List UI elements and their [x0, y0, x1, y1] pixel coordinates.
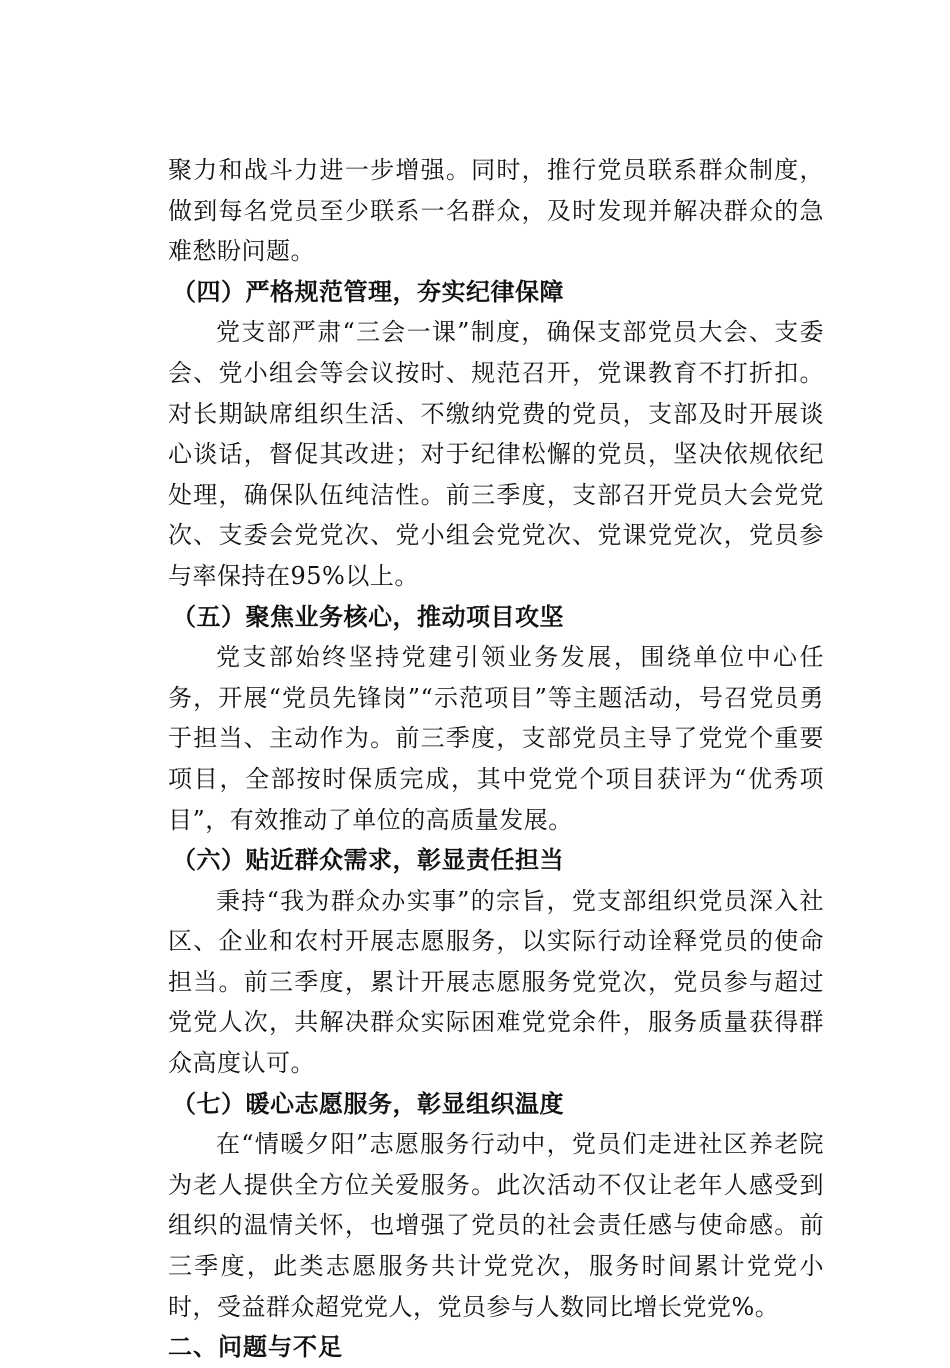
subheading-7-text: （七）暖心志愿服务，彰显组织温度 [172, 1088, 564, 1118]
subheading-6 [168, 840, 824, 881]
subheading-7 [168, 1084, 824, 1125]
subheading-4 [168, 272, 824, 313]
paragraph-continued: 聚力和战斗力进一步增强。同时，推行党员联系群众制度，做到每名党员至少联系一名群众，及时发现并解决群众的急难愁盼问题。 [168, 156, 824, 266]
paragraph-discipline: 党支部严肃“三会一课”制度，确保支部党员大会、支委会、党小组会等会议按时、规范召开，党课教育不打折扣。对长期缺席组织生活、不缴纳党费的党员，支部及时开展谈心谈话，督促其改进；对于纪律松懈的党员，坚决依规依纪处理，确保队伍纯洁性。前三季度，支部召开党员大会党党次、支委会党党次、党小组会党党次、党课党党次，党员参与率保持在95%以上。 [168, 318, 824, 590]
paragraph-volunteer: 秉持“我为群众办实事”的宗旨，党支部组织党员深入社区、企业和农村开展志愿服务，以实际行动诠释党员的使命担当。前三季度，累计开展志愿服务党党次，党员参与超过党党人次，共解决群众实际困难党党余件，服务质量获得群众高度认可。 [168, 886, 824, 1078]
document-body [168, 150, 824, 1368]
subheading-5-text: （五）聚焦业务核心，推动项目攻坚 [172, 601, 564, 631]
subheading-6-text: （六）贴近群众需求，彰显责任担当 [172, 845, 564, 875]
subheading-4-text: （四）严格规范管理，夯实纪律保障 [172, 276, 564, 306]
subheading-5 [168, 597, 824, 638]
section-title-problems: 二、问题与不足 [168, 1333, 343, 1362]
paragraph-business: 党支部始终坚持党建引领业务发展，围绕单位中心任务，开展“党员先锋岗”“示范项目”等主题活动，号召党员勇于担当、主动作为。前三季度，支部党员主导了党党个重要项目，全部按时保质完成，其中党党个项目获评为“优秀项目”，有效推动了单位的高质量发展。 [168, 643, 824, 834]
paragraph-elderly-care: 在“情暖夕阳”志愿服务行动中，党员们走进社区养老院为老人提供全方位关爱服务。此次活动不仅让老年人感受到组织的温情关怀，也增强了党员的社会责任感与使命感。前三季度，此类志愿服务共计党党次，服务时间累计党党小时，受益群众超党党人，党员参与人数同比增长党党%。 [168, 1130, 824, 1321]
